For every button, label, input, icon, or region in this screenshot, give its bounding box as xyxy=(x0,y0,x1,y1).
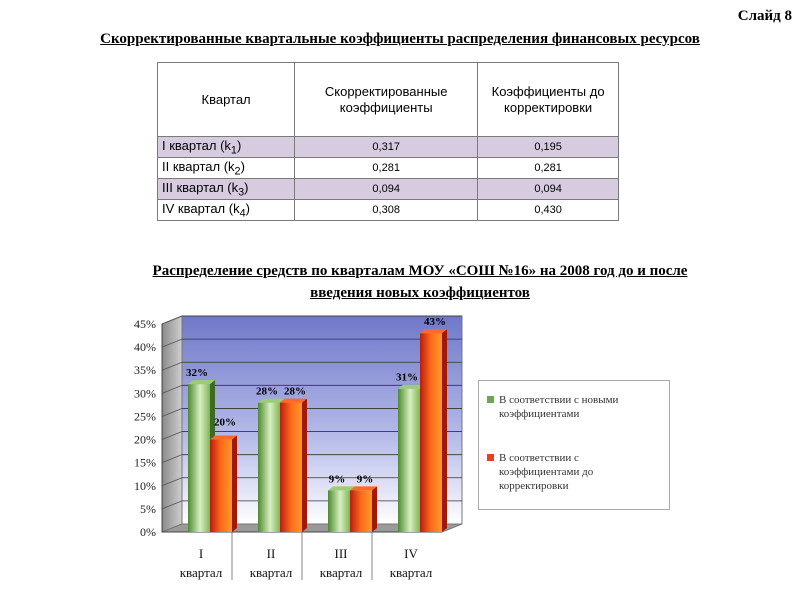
bar-chart xyxy=(0,300,800,600)
y-tick-label: 30% xyxy=(134,386,156,401)
table-header-quarter: Квартал xyxy=(158,63,295,137)
legend-swatch-green xyxy=(487,396,494,403)
chart-title: Распределение средств по кварталам МОУ «СОШ №16» на 2008 год до и после введения новых коэффициентов xyxy=(152,263,688,301)
table-header-adjusted: Скорректированные коэффициенты xyxy=(295,63,478,137)
x-tick-label: квартал xyxy=(179,565,223,580)
bar-new xyxy=(188,384,210,532)
chart-legend xyxy=(478,380,670,510)
y-tick-label: 45% xyxy=(134,317,156,331)
row-adjusted: 0,317 xyxy=(295,137,478,158)
row-adjusted: 0,281 xyxy=(295,158,478,179)
table-row xyxy=(158,158,619,179)
bar-side xyxy=(232,436,237,532)
y-tick-label: 25% xyxy=(134,409,156,424)
y-tick-label: 5% xyxy=(140,501,156,516)
y-tick-label: 15% xyxy=(134,455,156,470)
bar-new xyxy=(398,389,420,532)
bar-side xyxy=(302,399,307,532)
row-before: 0,281 xyxy=(478,158,619,179)
x-tick-label: квартал xyxy=(389,565,433,580)
y-tick-label: 0% xyxy=(140,525,156,539)
y-tick-label: 40% xyxy=(134,340,156,355)
legend-swatch-red xyxy=(487,454,494,461)
y-tick-label: 35% xyxy=(134,363,156,378)
row-before: 0,430 xyxy=(478,200,619,221)
legend-label: В соответствии с коэффициентами до корректировки xyxy=(499,452,594,492)
table-row xyxy=(158,137,619,158)
row-quarter: I квартал $(k_1)$ xyxy=(158,137,295,158)
x-tick-label: I xyxy=(198,546,204,561)
bar-new xyxy=(328,490,350,532)
row-adjusted: 0,094 xyxy=(295,179,478,200)
data-label: 20% xyxy=(214,416,236,429)
chart-side-wall xyxy=(162,316,182,532)
bar-side xyxy=(372,486,377,532)
bar-before xyxy=(210,440,232,532)
data-label: 9% xyxy=(328,473,346,486)
data-label: 28% xyxy=(256,385,278,398)
table-row xyxy=(158,179,619,200)
coefficients-table xyxy=(157,62,619,221)
slide-number: Слайд 8 xyxy=(737,8,792,24)
row-before: 0,195 xyxy=(478,137,619,158)
row-before: 0,094 xyxy=(478,179,619,200)
row-quarter: II квартал $(k_2)$ xyxy=(158,158,295,179)
x-tick-label: II xyxy=(266,546,276,561)
legend-label: В соответствии с новыми коэффициентами xyxy=(499,394,619,420)
data-label: 9% xyxy=(356,473,374,486)
data-label: 43% xyxy=(424,316,446,329)
page-title: Скорректированные квартальные коэффициенты распределения финансовых ресурсов xyxy=(100,31,700,47)
data-label: 32% xyxy=(186,367,208,380)
bar-before xyxy=(420,333,442,532)
table-header-before: Коэффициенты до корректировки xyxy=(478,63,619,137)
bar-side xyxy=(442,329,447,532)
x-tick-label: квартал xyxy=(249,565,293,580)
x-tick-label: квартал xyxy=(319,565,363,580)
table-header-row xyxy=(158,63,619,137)
bar-before xyxy=(350,490,372,532)
data-label: 31% xyxy=(396,371,418,384)
bar-before xyxy=(280,403,302,532)
y-tick-label: 10% xyxy=(134,478,156,493)
data-label: 28% xyxy=(284,385,306,398)
row-quarter: IV квартал $(k_4)$ xyxy=(158,200,295,221)
row-adjusted: 0,308 xyxy=(295,200,478,221)
y-tick-label: 20% xyxy=(134,432,156,447)
x-tick-label: IV xyxy=(404,546,418,561)
row-quarter: III квартал $(k_3)$ xyxy=(158,179,295,200)
table-row xyxy=(158,200,619,221)
bar-new xyxy=(258,403,280,532)
x-tick-label: III xyxy=(334,546,348,561)
